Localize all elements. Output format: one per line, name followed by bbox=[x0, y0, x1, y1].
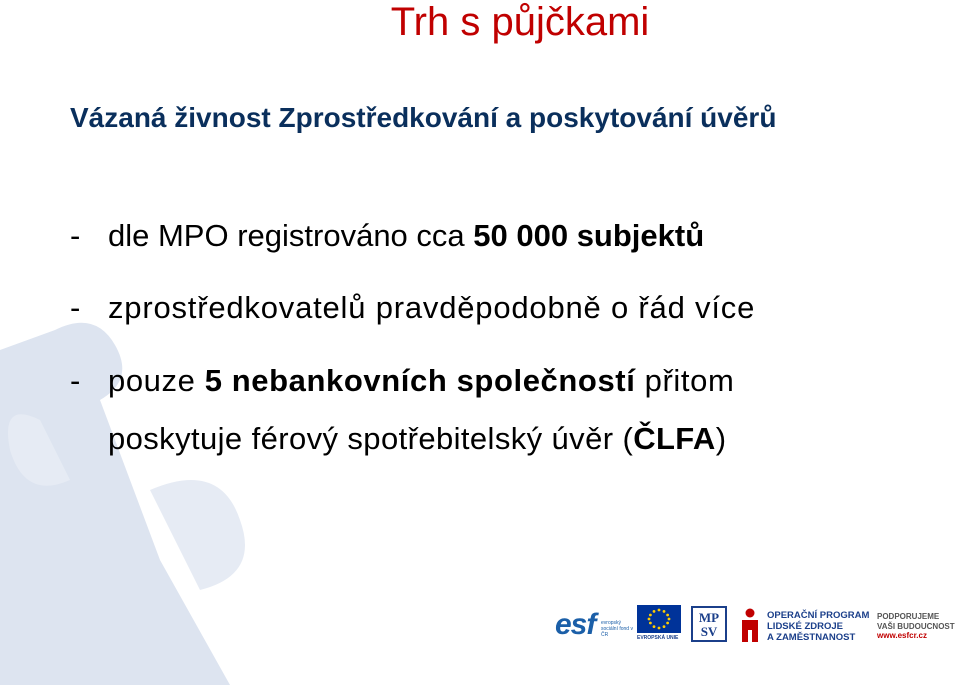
bullet-dash: - bbox=[70, 218, 81, 253]
op-lzz-text: OPERAČNÍ PROGRAM LIDSKÉ ZDROJE A ZAMĚSTNANOST bbox=[767, 610, 870, 643]
op-lzz-icon bbox=[739, 608, 761, 644]
support-text: PODPORUJEME VAŠI BUDOUCNOST www.esfcr.cz bbox=[877, 612, 960, 641]
bullet-dash: - bbox=[70, 363, 81, 398]
mpsv-logo: MP SV bbox=[691, 606, 727, 642]
eu-flag-icon bbox=[637, 605, 681, 633]
bullet-text: zprostředkovatelů pravděpodobně o řád více bbox=[108, 290, 756, 325]
slide-subtitle: Vázaná živnost Zprostředkování a poskytování úvěrů bbox=[70, 102, 777, 133]
bullet-3-continuation: poskytuje férový spotřebitelský úvěr (ČLFA) bbox=[108, 421, 727, 456]
eu-caption: EVROPSKÁ UNIE bbox=[637, 635, 679, 641]
slide-title: Trh s půjčkami bbox=[390, 0, 650, 44]
esf-logo-caption: evropský sociální fond v ČR bbox=[601, 620, 633, 638]
eu-stars-icon bbox=[637, 605, 681, 633]
bullet-text: pouze 5 nebankovních společností přitom bbox=[108, 363, 735, 398]
eu-logo bbox=[637, 605, 681, 643]
esf-url: www.esfcr.cz bbox=[877, 631, 927, 640]
esf-logo bbox=[555, 608, 633, 646]
logo-bar bbox=[555, 600, 960, 650]
esf-logo-text: esf bbox=[555, 608, 596, 641]
bullet-text: dle MPO registrováno cca 50 000 subjektů bbox=[108, 218, 705, 253]
bullet-dash: - bbox=[70, 290, 82, 325]
